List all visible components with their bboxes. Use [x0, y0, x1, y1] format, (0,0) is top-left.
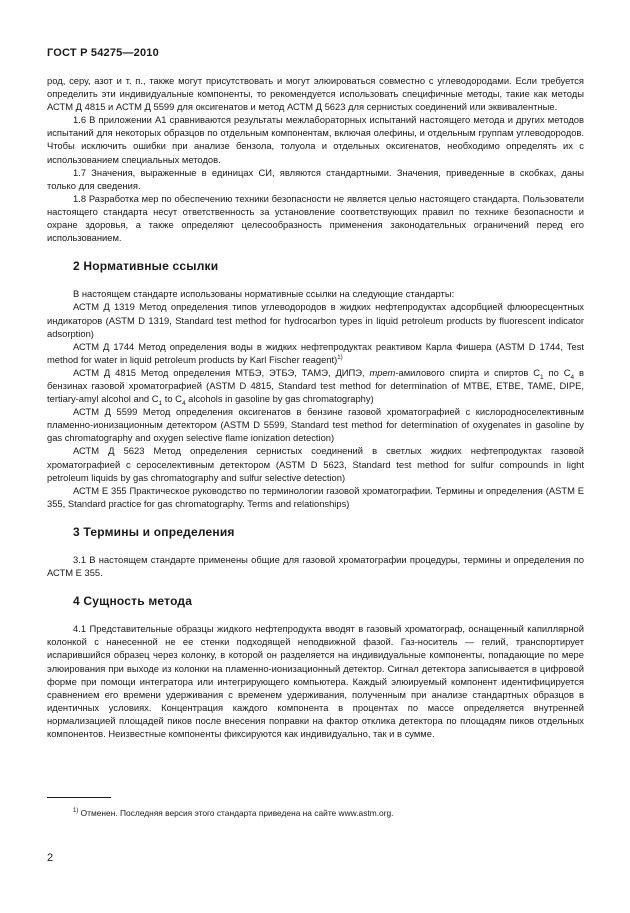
page-number: 2: [47, 852, 54, 864]
section-3-heading: 3 Термины и определения: [73, 524, 235, 539]
ref3-sub: 1: [158, 399, 163, 407]
ref3-part: в бензинах газовой хроматографией (ASTM D 4815, Standard test method for determination of MTBE, ETBE, TAME, DIPE, tertiary-amyl alcohol and C: [47, 366, 584, 405]
clause-3-1: 3.1 В настоящем стандарте применены общие для газовой хроматографии процедуры, термины и определения по АСТМ Е 355.: [47, 554, 584, 579]
section-2-intro: В настоящем стандарте использованы нормативные ссылки на следующие стандарты:: [73, 288, 455, 300]
section-4-heading: 4 Сущность метода: [73, 594, 193, 609]
ref3-part: -амилового спирта и спиртов C: [395, 366, 541, 378]
footnote-marker: 1): [73, 808, 79, 815]
footnote: [73, 808, 583, 818]
footnote-text: Отменен. Последняя версия этого стандарта приведена на сайте www.astm.org.: [78, 808, 394, 818]
footnote-marker: 1): [337, 354, 343, 361]
reference-astm-e355: АСТМ Е 355 Практическое руководство по терминологии газовой хроматографии. Термины и определения (ASTM E 355, Standard practice for gas chromatography. Terms and relationships): [47, 484, 584, 509]
ref3-part: АСТМ Д 4815 Метод определения МТБЭ, ЭТБЭ, ТАМЭ, ДИПЭ,: [73, 366, 370, 378]
footnote-separator: [47, 797, 111, 798]
ref3-sub: 4: [570, 373, 575, 381]
page-content: [47, 74, 584, 740]
intro-paragraph-continued: род, серу, азот и т. п., также могут присутствовать и могут элюироваться совместно с углеводородами. Если требуется определить эти индивидуальные компоненты, то рекомендуется использовать специфичные методы, такие как методы АСТМ Д 4815 и АСТМ Д 5599 для оксигенатов и метод АСТМ Д 5623 для сернистых соединений или эквивалентные.: [47, 75, 584, 113]
section-2-heading: 2 Нормативные ссылки: [73, 259, 219, 274]
clause-4-1: 4.1 Представительные образцы жидкого нефтепродукта вводят в газовый хроматограф, оснащенный капиллярной колонкой с нанесенной не ее стенки подходящей неподвижной фазой. Газ-носитель — гелий, транспортирует испарившийся образец через колонку, в которой он разделяется на индивидуальные компоненты, попадающие по мере элюирования при выходе из колонки на пламенно-ионизационный детектор. Сигнал детектора записывается в цифровой форме при помощи интегратора или интегрирующего компьютера. Каждый элюируемый компонент идентифицируется сравнением его времени удерживания с временем удерживания, полученным при анализе стандартных образцов в идентичных условиях. Концентрация каждого компонента в процентах по массе определяется внутренней нормализацией площадей пиков после внесения поправки на фактор отклика детектора по площадям пиков отдельных компонентов. Неизвестные компоненты фиксируются как индивидуально, так и в сумме.: [47, 623, 584, 740]
document-header: ГОСТ Р 54275—2010: [47, 47, 159, 59]
reference-astm-d1744: [47, 340, 584, 366]
reference-astm-d5599: АСТМ Д 5599 Метод определения оксигенатов в бензине газовой хроматографией с кислородноселективным пламенно-ионизационным детектором (ASTM D 5599, Standard test method for determination of oxygenates in gasoline by gas chromatography and oxygen selective flame ionization detection): [47, 406, 584, 444]
ref3-part: alcohols in gasoline by gas chromatography): [185, 393, 374, 405]
clause-1-7: 1.7 Значения, выраженные в единицах СИ, являются стандартными. Значения, приведенные в скобках, даны только для сведения.: [47, 166, 584, 191]
ref3-sub: 4: [181, 399, 186, 407]
ref3-italic: трет: [369, 366, 396, 378]
reference-astm-d5623: АСТМ Д 5623 Метод определения сернистых соединений в светлых жидких нефтепродуктах газовой хроматографией с сероселективным детектором (ASTM D 5623, Standard test method for sulfur compounds in light petroleum liquids by gas chromatography and sulfur selective detection): [47, 445, 584, 483]
reference-astm-d4815: [47, 366, 584, 405]
reference-astm-d1744-text: АСТМ Д 1744 Метод определения воды в жидких нефтепродуктах реактивом Карла Фишера (ASTM D 1744, Test method for water in liquid petroleum products by Karl Fischer reagent): [47, 340, 584, 365]
clause-1-6: 1.6 В приложении А1 сравниваются результаты межлабораторных испытаний настоящего метода и других методов испытаний для некоторых образцов по отдельным компонентам, включая олефины, и отдельным группам углеводородов. Чтобы исключить ошибки при анализе бензола, толуола и отдельных оксигенатов, необходимо определять их с использованием специальных методов.: [47, 114, 584, 165]
clause-1-8: 1.8 Разработка мер по обеспечению техники безопасности не является целью настоящего стандарта. Пользователи настоящего стандарта несут ответственность за установление соответствующих правил по технике безопасности и охране здоровья, а также определяют целесообразность применения законодательных ограничений перед его использованием.: [47, 192, 584, 244]
ref3-part: to C: [162, 393, 182, 405]
ref3-sub: 1: [540, 373, 544, 381]
ref3-part: по C: [543, 366, 571, 378]
reference-astm-d1319: АСТМ Д 1319 Метод определения типов углеводородов в жидких нефтепродуктах адсорбцией флюоресцентных индикаторов (ASTM D 1319, Standard test method for hydrocarbon types in liquid petroleum products by fluorescent indicator adsorption): [47, 301, 584, 339]
